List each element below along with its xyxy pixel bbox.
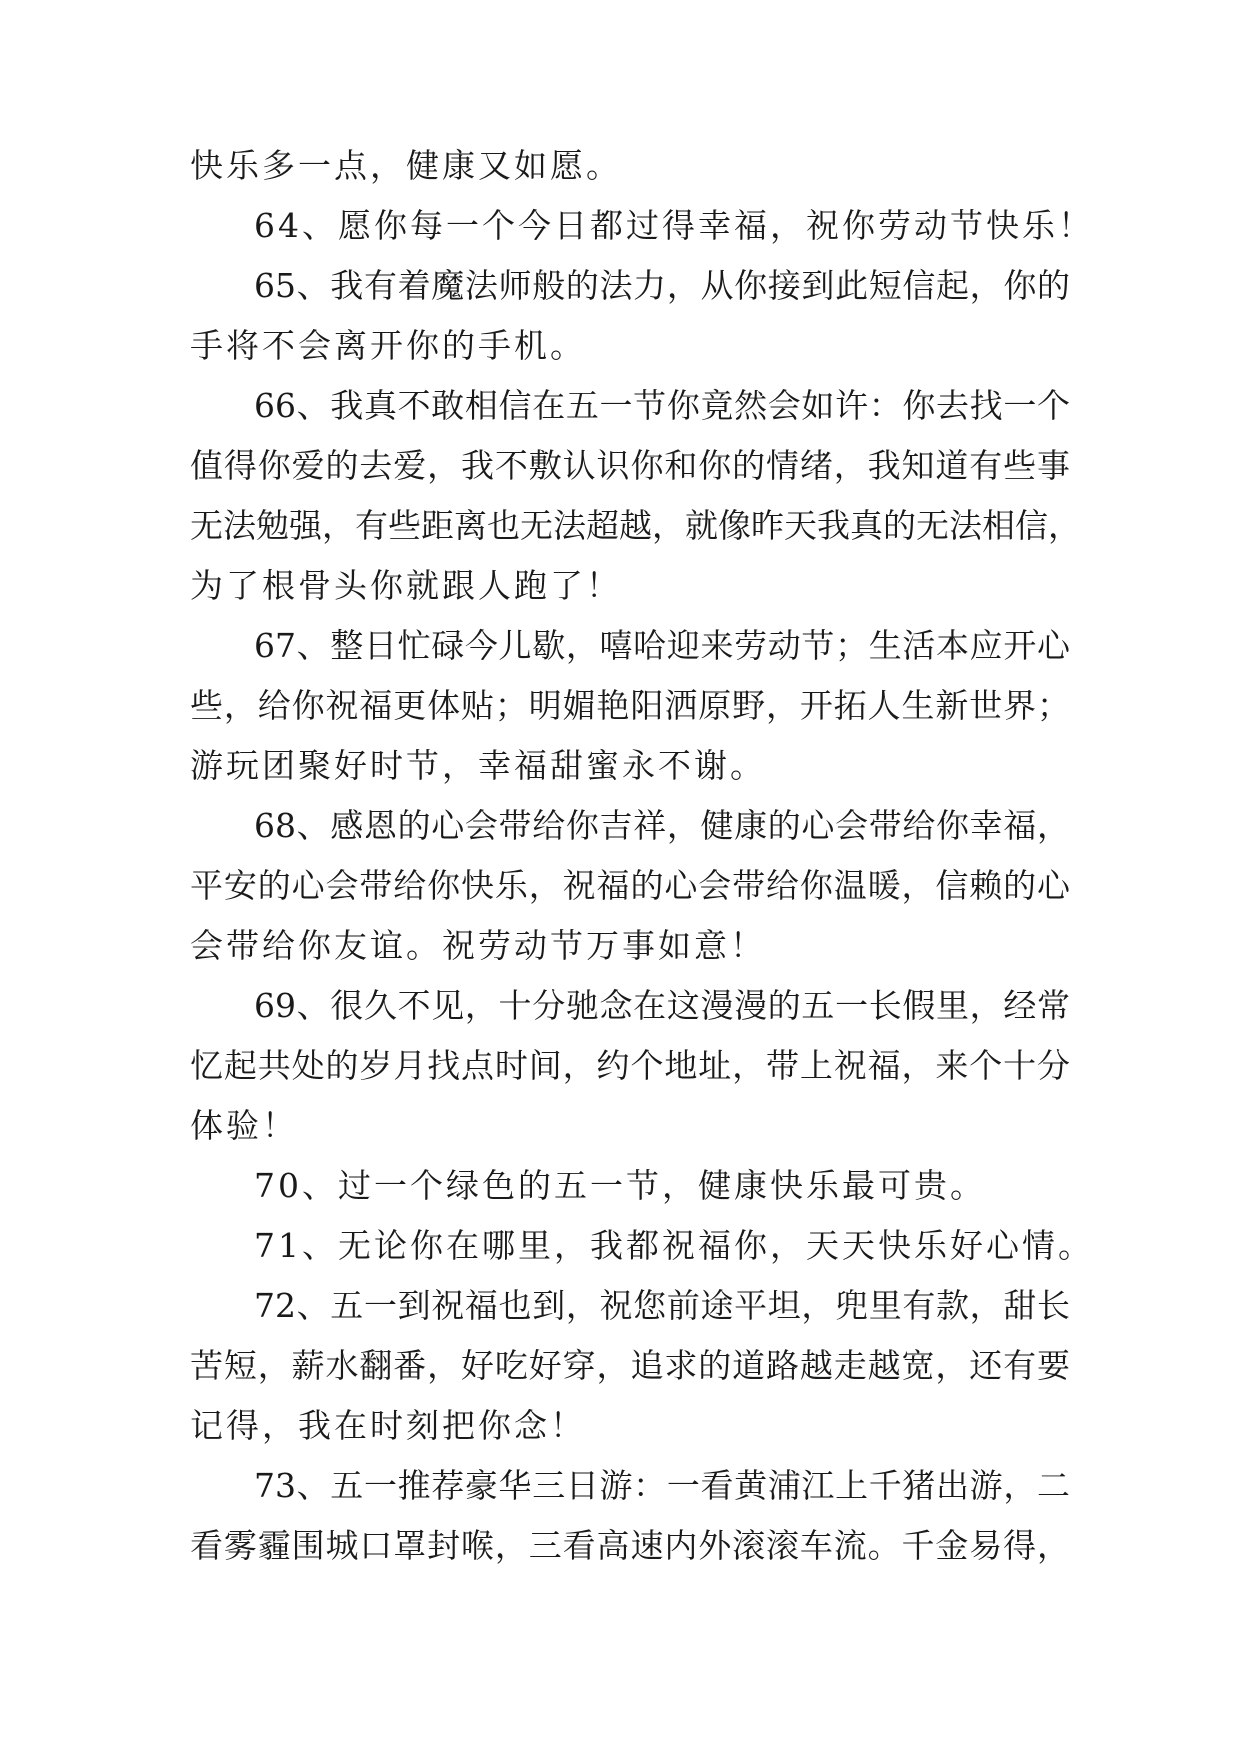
text-line: 68、感恩的心会带给你吉祥，健康的心会带给你幸福， <box>254 806 1070 845</box>
text-line: 游玩团聚好时节，幸福甜蜜永不谢。 <box>190 746 766 785</box>
text-line: 69、很久不见，十分驰念在这漫漫的五一长假里，经常 <box>254 986 1070 1025</box>
text-line: 忆起共处的岁月找点时间，约个地址，带上祝福，来个十分 <box>190 1046 1070 1085</box>
text-line: 体验！ <box>190 1106 298 1145</box>
text-line: 平安的心会带给你快乐，祝福的心会带给你温暖，信赖的心 <box>190 866 1070 905</box>
text-line: 苦短，薪水翻番，好吃好穿，追求的道路越走越宽，还有要 <box>190 1346 1070 1385</box>
text-line: 快乐多一点，健康又如愿。 <box>190 146 622 185</box>
text-line: 73、五一推荐豪华三日游：一看黄浦江上千猪出游，二 <box>254 1466 1070 1505</box>
text-line: 值得你爱的去爱，我不敷认识你和你的情绪，我知道有些事 <box>190 446 1070 485</box>
text-line: 为了根骨头你就跟人跑了！ <box>190 566 622 605</box>
text-line: 手将不会离开你的手机。 <box>190 326 586 365</box>
text-line: 65、我有着魔法师般的法力，从你接到此短信起，你的 <box>254 266 1070 305</box>
text-line: 64、愿你每一个今日都过得幸福，祝你劳动节快乐！ <box>254 206 1094 245</box>
text-line: 会带给你友谊。祝劳动节万事如意！ <box>190 926 766 965</box>
text-line: 71、无论你在哪里，我都祝福你，天天快乐好心情。 <box>254 1226 1094 1265</box>
text-line: 66、我真不敢相信在五一节你竟然会如许：你去找一个 <box>254 386 1070 425</box>
text-line: 70、过一个绿色的五一节，健康快乐最可贵。 <box>254 1166 986 1205</box>
text-line: 67、整日忙碌今儿歇，嘻哈迎来劳动节；生活本应开心 <box>254 626 1070 665</box>
text-line: 记得，我在时刻把你念！ <box>190 1406 586 1445</box>
text-line: 些，给你祝福更体贴；明媚艳阳洒原野，开拓人生新世界； <box>190 686 1070 725</box>
text-line: 看雾霾围城口罩封喉，三看高速内外滚滚车流。千金易得， <box>190 1526 1070 1565</box>
text-line: 72、五一到祝福也到，祝您前途平坦，兜里有款，甜长 <box>254 1286 1070 1325</box>
text-line: 无法勉强，有些距离也无法超越，就像昨天我真的无法相信， <box>190 506 1081 545</box>
